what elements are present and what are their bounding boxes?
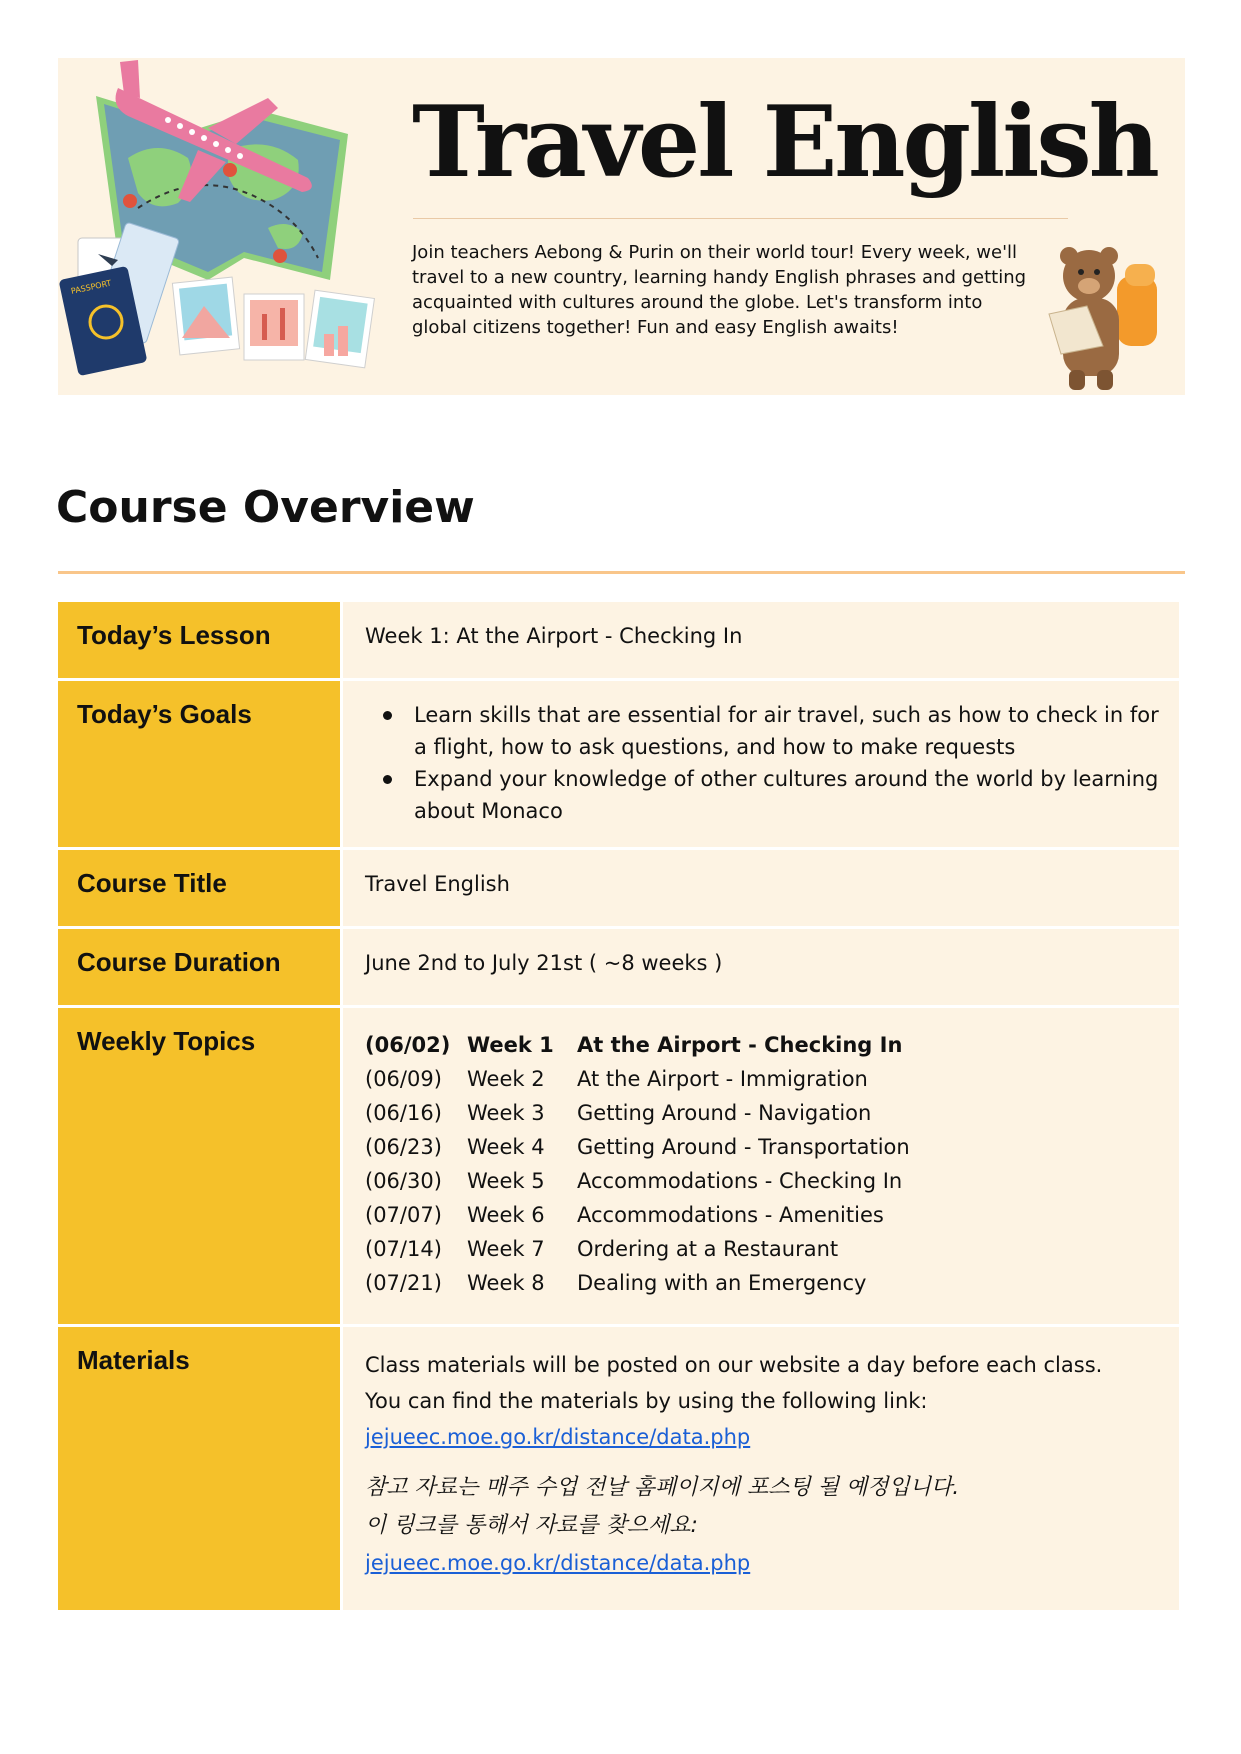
table-row-duration	[58, 929, 1179, 1005]
bear-traveler-icon	[1043, 236, 1163, 395]
topic-name: Accommodations - Checking In	[577, 1169, 903, 1193]
materials-link-korean[interactable]: jejueec.moe.go.kr/distance/data.php	[365, 1551, 751, 1575]
topic-row	[365, 1232, 1159, 1266]
duration-label: Course Duration	[58, 929, 340, 1005]
goal-text: Expand your knowledge of other cultures around the world by learning about Monaco	[414, 767, 1159, 823]
title-divider	[413, 218, 1068, 219]
topic-row	[365, 1164, 1159, 1198]
topic-name: At the Airport - Checking In	[577, 1033, 903, 1057]
goals-value	[343, 681, 1179, 847]
materials-korean-text: 참고 자료는 매주 수업 전날 홈페이지에 포스팅 될 예정입니다.	[365, 1475, 960, 1500]
topic-week: Week 6	[467, 1203, 545, 1227]
materials-value	[343, 1327, 1179, 1610]
topic-date: (06/09)	[365, 1067, 442, 1091]
topic-week: Week 4	[467, 1135, 545, 1159]
topic-week: Week 8	[467, 1271, 545, 1295]
topic-row	[365, 1130, 1159, 1164]
topic-row	[365, 1096, 1159, 1130]
list-item	[383, 699, 1159, 763]
topic-week: Week 3	[467, 1101, 545, 1125]
table-row-materials	[58, 1327, 1179, 1610]
bullet-icon	[383, 711, 392, 720]
topic-name: Accommodations - Amenities	[577, 1203, 884, 1227]
topic-date: (06/02)	[365, 1033, 451, 1057]
topic-week: Week 2	[467, 1067, 545, 1091]
topic-week: Week 5	[467, 1169, 545, 1193]
topic-name: Getting Around - Navigation	[577, 1101, 872, 1125]
topic-date: (06/30)	[365, 1169, 442, 1193]
materials-korean-text: 이 링크를 통해서 자료를 찾으세요:	[365, 1513, 698, 1538]
header-banner	[58, 58, 1185, 395]
topic-date: (07/14)	[365, 1237, 442, 1261]
topic-date: (07/21)	[365, 1271, 442, 1295]
goals-list	[365, 699, 1159, 827]
lesson-label: Today’s Lesson	[58, 602, 340, 678]
materials-text: You can find the materials by using the following link:	[365, 1389, 928, 1413]
topic-row	[365, 1198, 1159, 1232]
intro-text: Join teachers Aebong & Purin on their world tour! Every week, we'll travel to a new country, learning handy English phrases and getting acquainted with cultures around the globe. Let's transform into global citizens together! Fun and easy English awaits!	[412, 242, 1027, 338]
topic-name: Dealing with an Emergency	[577, 1271, 867, 1295]
topic-date: (06/16)	[365, 1101, 442, 1125]
travel-illustration	[58, 58, 418, 395]
page-title: Travel English	[412, 85, 1157, 200]
list-item	[383, 763, 1159, 827]
materials-link[interactable]: jejueec.moe.go.kr/distance/data.php	[365, 1425, 751, 1449]
topic-name: Getting Around - Transportation	[577, 1135, 910, 1159]
goals-label: Today’s Goals	[58, 681, 340, 847]
table-row-course-title	[58, 850, 1179, 926]
topic-row	[365, 1028, 1159, 1062]
topics-label: Weekly Topics	[58, 1008, 340, 1324]
duration-value: June 2nd to July 21st ( ~8 weeks )	[343, 929, 1179, 1005]
topic-date: (07/07)	[365, 1203, 442, 1227]
spacer	[365, 1455, 1159, 1469]
course-title-label: Course Title	[58, 850, 340, 926]
passport-label: PASSPORT	[70, 278, 113, 296]
topic-row	[365, 1266, 1159, 1300]
goal-text: Learn skills that are essential for air travel, such as how to check in for a flight, how to ask questions, and how to make requests	[414, 703, 1159, 759]
topic-name: Ordering at a Restaurant	[577, 1237, 839, 1261]
table-row-topics	[58, 1008, 1179, 1324]
materials-label: Materials	[58, 1327, 340, 1610]
photo-icon	[172, 277, 374, 368]
bullet-icon	[383, 775, 392, 784]
topics-value	[343, 1008, 1179, 1324]
topic-date: (06/23)	[365, 1135, 442, 1159]
topic-name: At the Airport - Immigration	[577, 1067, 868, 1091]
section-heading: Course Overview	[56, 482, 475, 533]
section-divider	[58, 571, 1185, 574]
table-row-lesson	[58, 602, 1179, 678]
course-overview-table	[55, 599, 1182, 1613]
lesson-value: Week 1: At the Airport - Checking In	[343, 602, 1179, 678]
course-title-value: Travel English	[343, 850, 1179, 926]
topic-week: Week 1	[467, 1033, 554, 1057]
topic-row	[365, 1062, 1159, 1096]
table-row-goals	[58, 681, 1179, 847]
materials-text: Class materials will be posted on our website a day before each class.	[365, 1353, 1103, 1377]
topic-week: Week 7	[467, 1237, 545, 1261]
